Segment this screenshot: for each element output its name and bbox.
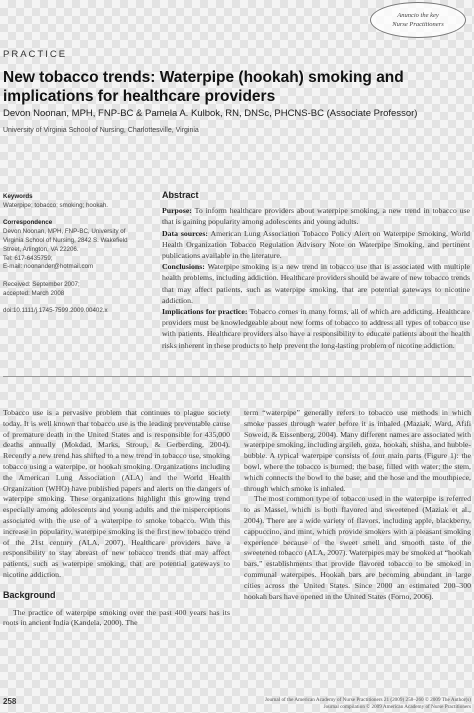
correspondence-email[interactable]: E-mail: noonander@hotmail.com (3, 263, 94, 271)
keywords-heading: Keywords (3, 193, 33, 200)
conclusions-text: Waterpipe smoking is a new trend in tobacco use that is associated with multiple health problems, including addiction. Healthcare providers should be aware of new tobacco trends that may affect patients, such as waterpipe smoking, that are potential gateways to nicotine addiction. (162, 262, 470, 305)
journal-logo (370, 2, 466, 38)
implications-text: Tobacco comes in many forms, all of which are addicting. Healthcare providers must be knowledgeable about new forms of tobacco to address all types of tobacco use with patients. Healthcare providers also have a responsibility to educate patients about the health risks inherent in these products to help prevent the long-lasting problem of nicotine addiction. (162, 307, 470, 350)
article-authors: Devon Noonan, MPH, FNP-BC & Pamela A. Kulbok, RN, DNSc, PHCNS-BC (Associate Professor) (3, 108, 418, 119)
data-sources-text: American Lung Association Tobacco Policy Alert on Waterpipe Smoking, World Health Organization Tobacco Regulation Advisory Note on Waterpipe Smoking, and pertinent publications available in the literature. (162, 228, 470, 261)
body-paragraph: The most common type of tobacco used in the waterpipe is referred to as Massel, which is both flavored and sweetened (Maziak et al., 2004). There are a wide variety of flavors, including apple, blackberry, cappuccino, and mint, which provide smokers with a pleasant smoking experience because of the sweet smell and smooth taste of the sweetened tobacco (ALA, 2007). Waterpipes may be smoked at “hookah bars,” establishments that provide flavored tobacco to be smoked in communal waterpipes. Hookah bars are becoming abundant in large cities across the United States. Since 2000 an estimated 200–300 hookah bars have opened in the United States (Forno, 2006). (244, 494, 471, 601)
page-number: 258 (3, 697, 17, 706)
purpose-text: To inform healthcare providers about waterpipe smoking, a new trend in tobacco use that is gaining popularity among adolescents and young adults. (162, 206, 471, 227)
body-paragraph: term “waterpipe” generally refers to tobacco use methods in which smoke passes through water before it is inhaled (Maziak, Ward, Afifi Soweid, & Eissenberg, 2004). Many different names are associated with waterpipe smoking, including argileh, goza, hookah, shisha, and hubble-bubble. A typical waterpipe consists of four main parts (Figure 1): the bowl, where the tobacco is burned; the base, filled with water; the stem, which connects the bowl to the base; and the hose and the mouthpiece, through which smoke is inhaled. (244, 408, 471, 493)
journal-line-1: Journal of the American Academy of Nurse Practitioners 21 (2009) 258–260 © 2009 The Author(s) (264, 697, 471, 703)
abstract-purpose (162, 205, 470, 227)
article-sidebar (3, 193, 153, 316)
accepted-date: accepted: March 2008 (3, 289, 65, 297)
body-column-right (244, 408, 471, 602)
body-column-left (3, 408, 230, 629)
doi-link[interactable]: doi:10.1111/j.1745-7599.2009.00402.x (3, 307, 108, 315)
correspondence-line: Tel: 617-6435759; (3, 254, 53, 262)
abstract-conclusions (162, 261, 470, 306)
background-heading: Background (3, 589, 56, 600)
implications-label: Implications for practice: (162, 307, 248, 317)
logo-line-2: Nurse Practitioners (392, 21, 444, 28)
keywords-text: Waterpipe; tobacco; smoking; hookah. (3, 201, 109, 209)
conclusions-label: Conclusions: (162, 262, 205, 272)
body-paragraph: The practice of waterpipe smoking over the past 400 years has its roots in ancient India (Kandela, 2000). The (3, 607, 230, 628)
author-affiliation: University of Virginia School of Nursing, Charlottesville, Virginia (3, 127, 199, 134)
correspondence-heading: Correspondence (3, 219, 53, 227)
abstract-implications (162, 306, 470, 351)
abstract-heading: Abstract (162, 190, 199, 200)
journal-citation (196, 697, 471, 711)
abstract-data-sources (162, 228, 470, 262)
correspondence-line: Devon Noonan, MPH, FNP-BC, University of (3, 228, 126, 236)
received-date: Received: September 2007; (3, 280, 80, 288)
correspondence-line: Virginia School of Nursing, 2842 S. Wakefield (3, 236, 128, 244)
abstract-block (162, 190, 470, 351)
section-divider (3, 376, 471, 377)
section-label: PRACTICE (3, 49, 68, 60)
body-paragraph: Tobacco use is a pervasive problem that continues to plague society today. It is well known that tobacco use is the leading preventable cause of premature death in the United States and is responsible for 435,000 deaths annually (Mokdad, Marks, Stroup, & Gerberding, 2004). Recently a new trend has shifted to a new trend in tobacco use, smoking tobacco using a waterpipe, or hookah smoking. Organizations including the American Lung Association (ALA) and the World Health Organization (WHO) have published papers and alerts on the dangers of waterpipe smoking. These organizations highlight this growing trend especially among adolescents and young adults and the misperceptions associated with the use of a waterpipe to smoke tobacco. With this increase in popularity, waterpipe smoking is the first new tobacco trend of the 21st century (ALA, 2007). Healthcare providers have a responsibility to stay abreast of new tobacco trends that may affect patients, such as waterpipe smoking, that are potential gateways to nicotine addiction. (3, 408, 230, 579)
journal-line-2: Journal compilation © 2009 American Academy of Nurse Practitioners (323, 704, 471, 710)
article-title: New tobacco trends: Waterpipe (hookah) smoking and implications for healthcare providers (3, 69, 404, 105)
correspondence-line: Street, Arlington, VA 22206. (3, 245, 79, 253)
logo-line-1: Anuncio the key (397, 12, 439, 19)
purpose-label: Purpose: (162, 206, 192, 216)
data-sources-label: Data sources: (162, 228, 209, 238)
